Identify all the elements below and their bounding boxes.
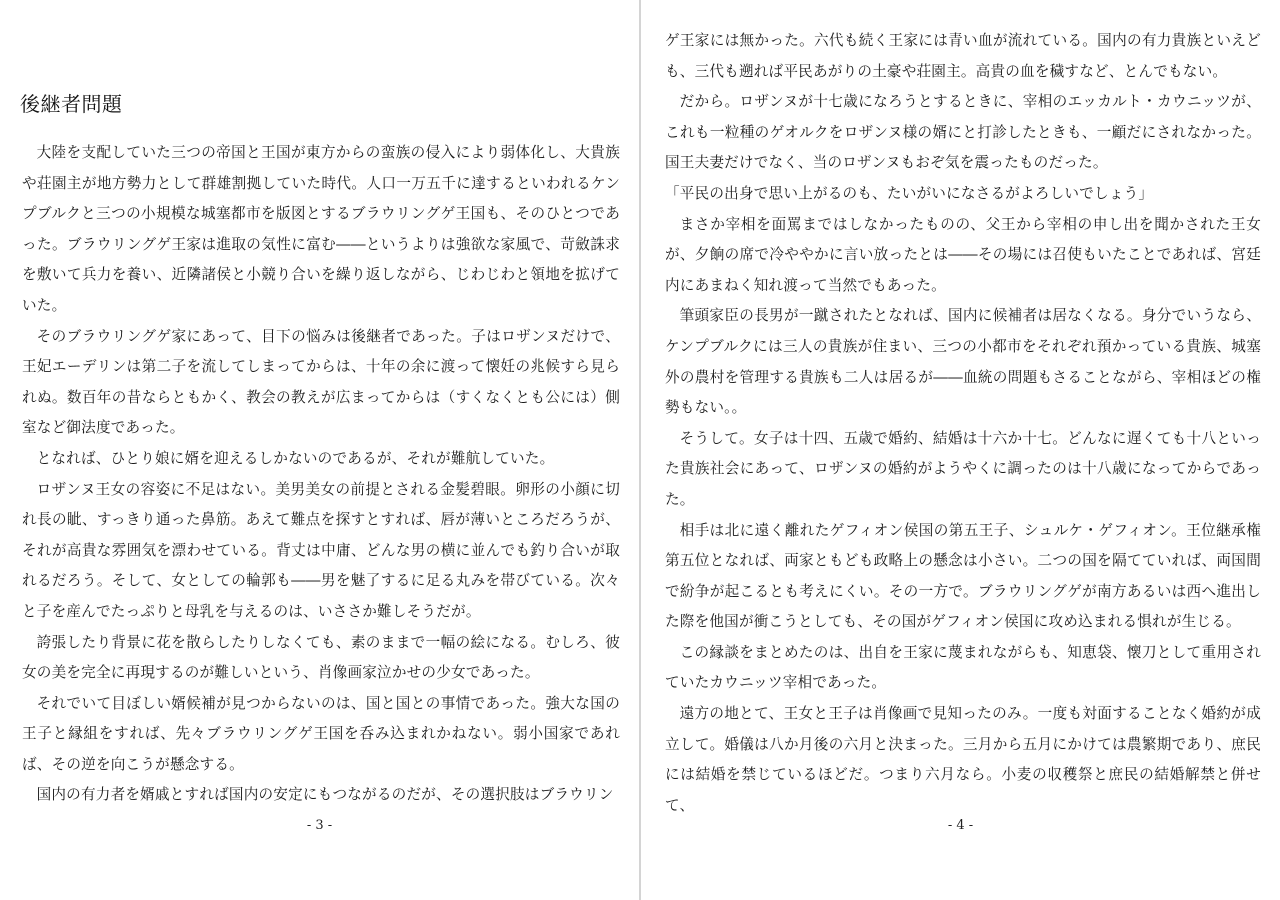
left-page-body	[22, 138, 620, 811]
paragraph: 筆頭家臣の長男が一蹴されたとなれば、国内に候補者は居なくなる。身分でいうなら、ケンプブルクには三人の貴族が住まい、三つの小都市をそれぞれ預かっている貴族、城塞外の農村を管理する貴族も二人は居るが――血統の問題もさることながら、宰相ほどの権勢もない。。	[665, 307, 1261, 417]
paragraph: この縁談をまとめたのは、出自を王家に蔑まれながらも、知恵袋、懐刀として重用されていたカウニッツ宰相であった。	[665, 643, 1261, 692]
paragraph: 相手は北に遠く離れたゲフィオン侯国の第五王子、シュルケ・ゲフィオン。王位継承権第五位となれば、両家ともども政略上の懸念は小さい。二つの国を隔てていれば、両国間で紛争が起こるとも考えにくい。その一方で。ブラウリングゲが南方あるいは西へ進出した際を他国が衝こうとしても、その国がゲフィオン侯国に攻め込まれる惧れが生じる。	[665, 521, 1261, 631]
paragraph: 遠方の地とて、王女と王子は肖像画で見知ったのみ。一度も対面することなく婚約が成立して。婚儀は八か月後の六月と決まった。三月から五月にかけては農繁期であり、庶民には結婚を禁じているほどだ。つまり六月なら。小麦の収穫祭と庶民の結婚解禁と併せて、	[665, 705, 1261, 814]
paragraph: 大陸を支配していた三つの帝国と王国が東方からの蛮族の侵入により弱体化し、大貴族や荘園主が地方勢力として群雄割拠していた時代。人口一万五千に達するといわれるケンプブルクと三つの小規模な城塞都市を版図とするブラウリングゲ王国も、そのひとつであった。ブラウリングゲ王家は進取の気性に富む――というよりは強欲な家風で、苛斂誅求を敷いて兵力を養い、近隣諸侯と小競り合いを繰り返しながら、じわじわと領地を拡げていた。	[22, 144, 620, 314]
paragraph: となれば、ひとり娘に婿を迎えるしかないのであるが、それが難航していた。	[36, 449, 555, 467]
paragraph: ゲ王家には無かった。六代も続く王家には青い血が流れている。国内の有力貴族といえども、三代も遡れば平民あがりの土豪や荘園主。高貴の血を穢すなど、とんでもない。	[665, 32, 1261, 80]
right-page	[641, 0, 1280, 900]
right-page-body	[665, 26, 1261, 821]
paragraph: それでいて目ぼしい婿候補が見つからないのは、国と国との事情であった。強大な国の王子と縁組をすれば、先々ブラウリングゲ王国を呑み込まれかねない。弱小国家であれば、その逆を向こうが懸念する。	[22, 694, 620, 773]
paragraph: ロザンヌ王女の容姿に不足はない。美男美女の前提とされる金髪碧眼。卵形の小顔に切れ長の眦、すっきり通った鼻筋。あえて難点を探すとすれば、唇が薄いところだろうが、それが高貴な雰囲気を漂わせている。背丈は中庸、どんな男の横に並んでも釣り合いが取れるだろう。そして、女としての輪郭も――男を魅了するに足る丸みを帯びている。次々と子を産んでたっぷりと母乳を与えるのは、いささか難しそうだが。	[22, 480, 620, 620]
page-number: - 4 -	[947, 818, 974, 833]
paragraph: 誇張したり背景に花を散らしたりしなくても、素のままで一幅の絵になる。むしろ、彼女の美を完全に再現するのが難しいという、肖像画家泣かせの少女であった。	[22, 633, 620, 682]
chapter-title: 後継者問題	[20, 92, 123, 116]
paragraph: だから。ロザンヌが十七歳になろうとするときに、宰相のエッカルト・カウニッツが、これも一粒種のゲオルクをロザンヌ様の婿にと打診したときも、一顧だにされなかった。国王夫妻だけでなく、当のロザンヌもおぞ気を震ったものだった。	[665, 93, 1261, 172]
paragraph: 「平民の出身で思い上がるのも、たいがいになさるがよろしいでしょう」	[665, 184, 1154, 202]
page-number: - 3 -	[306, 818, 333, 833]
paragraph: 国内の有力者を婿戚とすれば国内の安定にもつながるのだが、その選択肢はブラウリン	[36, 786, 614, 804]
left-page	[0, 0, 639, 900]
paragraph: そのブラウリングゲ家にあって、目下の悩みは後継者であった。子はロザンヌだけで、王妃エーデリンは第二子を流してしまってからは、十年の余に渡って懐妊の兆候すら見られぬ。数百年の昔ならともかく、教会の教えが広まってからは（すくなくとも公には）側室など御法度であった。	[22, 327, 620, 437]
paragraph: そうして。女子は十四、五歳で婚約、結婚は十六か十七。どんなに遅くても十八といった貴族社会にあって、ロザンヌの婚約がようやくに調ったのは十八歳になってからであった。	[665, 429, 1261, 508]
paragraph: まさか宰相を面罵まではしなかったものの、父王から宰相の申し出を聞かされた王女が、夕餉の席で冷ややかに言い放ったとは――その場には召使もいたことであれば、宮廷内にあまねく知れ渡って当然でもあった。	[665, 215, 1261, 294]
